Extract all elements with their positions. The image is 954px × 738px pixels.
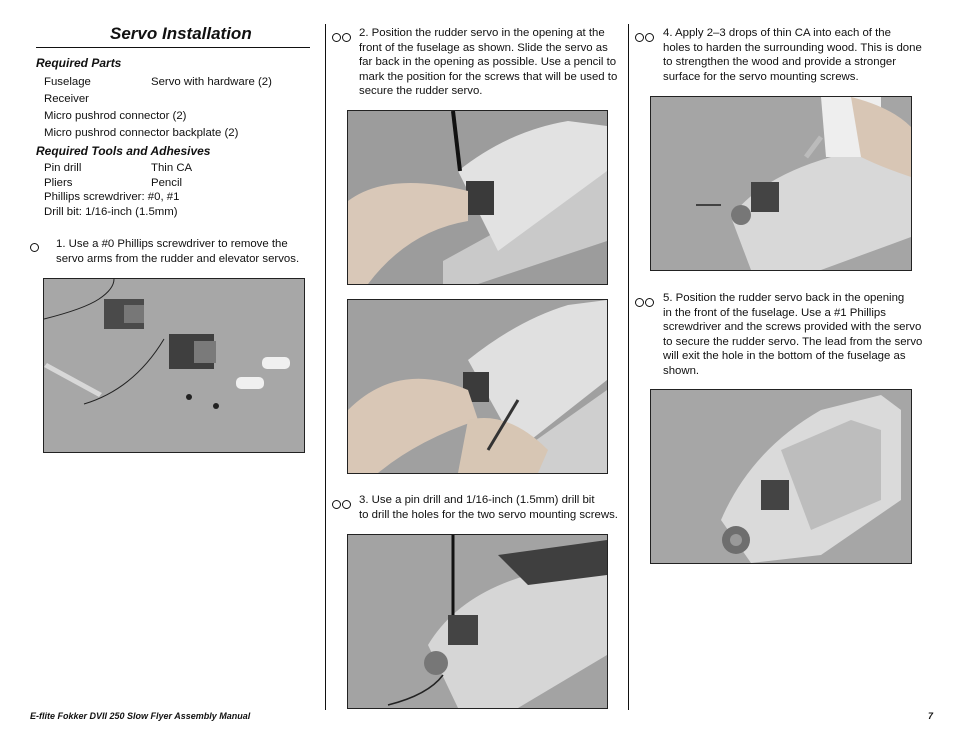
step-2-line: 2. Position the rudder servo in the opening at the (359, 27, 605, 39)
step-2-line: front of the fuselage as shown. Slide the servo as (359, 41, 608, 54)
step-3-line: to drill the holes for the two servo mounting screws. (359, 508, 618, 521)
step-1-line: servo arms from the rudder and elevator servos. (56, 253, 300, 265)
step-4-line: holes to harden the surrounding wood. This is done (663, 41, 922, 54)
required-parts-heading: Required Parts (36, 56, 122, 70)
mark-screws-photo (347, 299, 608, 474)
column-divider (325, 24, 326, 710)
step-5-line: to secure the rudder servo. The lead from the servo (663, 335, 923, 348)
step-5-line: 5. Position the rudder servo back in the opening (663, 292, 905, 304)
step-3-text (359, 493, 618, 522)
step-5-text (663, 291, 922, 379)
checkbox-circle-icon[interactable] (30, 239, 40, 257)
checkbox-circle-icon[interactable] (635, 294, 655, 312)
part-item: Fuselage (44, 76, 91, 88)
tool-item: Phillips screwdriver: #0, #1 (44, 191, 180, 203)
checkbox-circle-icon[interactable] (332, 496, 352, 514)
part-item: Servo with hardware (2) (151, 76, 272, 88)
tool-item: Pin drill (44, 162, 82, 174)
step-3-line: 3. Use a pin drill and 1/16-inch (1.5mm) drill bit (359, 494, 595, 506)
step-5-line: screwdriver and the screws provided with the servo (663, 321, 922, 334)
tool-item: Thin CA (151, 162, 193, 174)
step-2-text (359, 26, 617, 99)
part-item: Micro pushrod connector (2) (44, 110, 187, 122)
servos-photo (43, 278, 305, 453)
tool-item: Pliers (44, 177, 73, 189)
step-5-line: in the front of the fuselage. Use a #1 Phillips (663, 306, 886, 319)
tool-item: Drill bit: 1/16-inch (1.5mm) (44, 206, 178, 218)
position-servo-photo (347, 110, 608, 285)
title-rule (36, 47, 310, 48)
part-item: Receiver (44, 93, 89, 105)
secure-servo-photo (650, 389, 912, 564)
step-2-line: far back in the opening as possible. Use a pencil to (359, 56, 617, 69)
checkbox-circle-icon[interactable] (332, 29, 352, 47)
column-divider (628, 24, 629, 710)
checkbox-circle-icon[interactable] (635, 29, 655, 47)
step-5-line: shown. (663, 364, 700, 377)
required-tools-heading: Required Tools and Adhesives (36, 144, 211, 158)
step-2-line: secure the rudder servo. (359, 85, 483, 98)
tool-item: Pencil (151, 177, 183, 189)
step-5-line: will exit the hole in the bottom of the fuselage as (663, 350, 906, 363)
step-4-text (663, 26, 922, 84)
apply-ca-photo (650, 96, 912, 271)
footer-title: E-flite Fokker DVII 250 Slow Flyer Assembly Manual (30, 711, 251, 721)
drill-holes-photo (347, 534, 608, 709)
step-4-line: 4. Apply 2–3 drops of thin CA into each of the (663, 27, 891, 39)
page-number: 7 (928, 711, 934, 721)
step-4-line: to strengthen the wood and provide a stronger (663, 56, 897, 69)
step-1-line: 1. Use a #0 Phillips screwdriver to remove the (56, 238, 288, 250)
step-4-line: surface for the servo mounting screws. (663, 70, 859, 83)
step-2-line: mark the position for the screws that will be used to (359, 70, 618, 83)
part-item: Micro pushrod connector backplate (2) (44, 127, 239, 139)
section-title: Servo Installation (110, 24, 252, 43)
